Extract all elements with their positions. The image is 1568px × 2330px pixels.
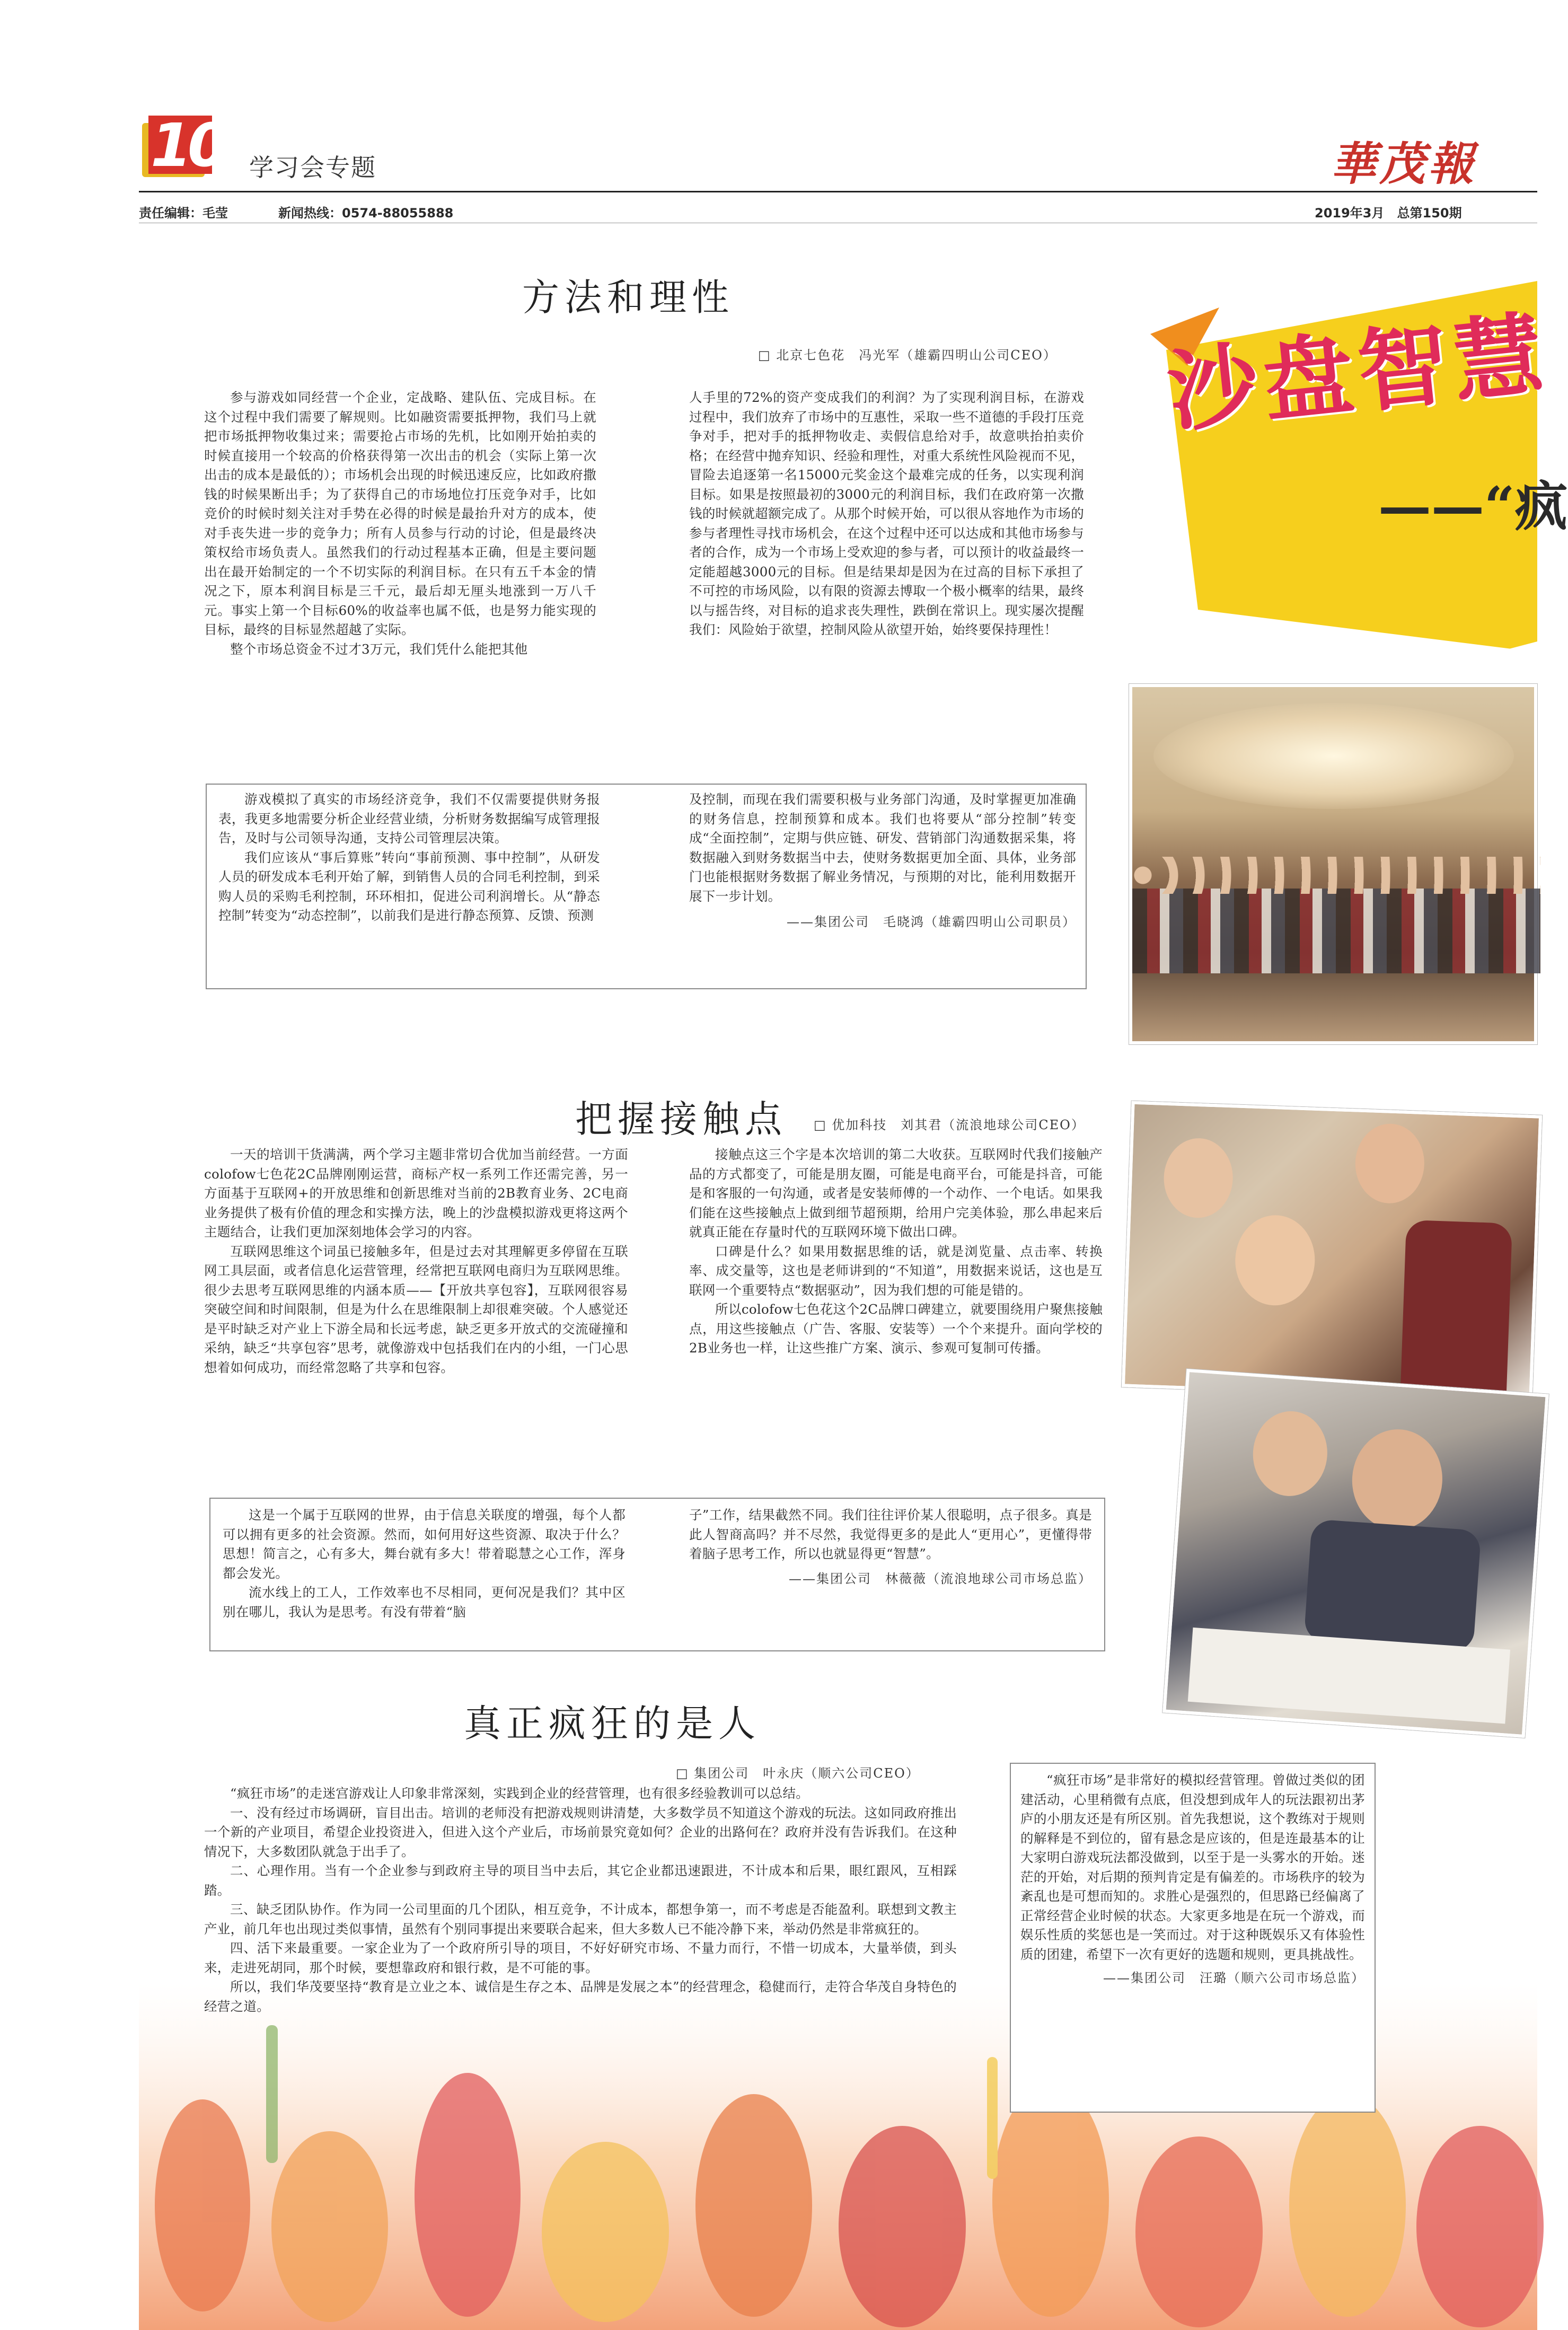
brand-logo: 華茂報 — [1331, 137, 1477, 191]
paragraph: 子”工作，结果截然不同。我们往往评价某人很聪明，点子很多。真是此人智商高吗？并不尽然，我觉得更多的是此人“更用心”，更懂得带着脑子思考工作，所以也就显得更“智慧”。 — [689, 1507, 1092, 1561]
box2-col1 — [223, 1506, 626, 1622]
banner-subtitle: ——“疯 — [1378, 475, 1568, 538]
paragraph: 所以colofow七色花这个2C品牌口碑建立，就要围绕用户聚焦接触点，用这些接触点（广告、客服、安装等）一个个来提升。面向学校的2B业务也一样，让这些推广方案、演示、参观可复制可传播。 — [689, 1302, 1103, 1356]
article2-col2 — [689, 1145, 1103, 1358]
paragraph: 三、缺乏团队协作。作为同一公司里面的几个团队，相互竞争，不计成本，都想争第一，而不考虑是否能盈利。联想到文教主产业，前几年也出现过类似事情，虽然有个别同事提出来要联合起来，但大多数人已不能冷静下来，举动仍然是非常疯狂的。 — [204, 1902, 957, 1937]
box3-signature: ——集团公司 汪璐（顺六公司市场总监） — [1103, 1971, 1365, 1985]
group-training-photo — [1129, 684, 1537, 1044]
paragraph: 互联网思维这个词虽已接触多年，但是过去对其理解更多停留在互联网工具层面，或者信息化运营管理，经常把互联网电商归为互联网思维。很少去思考互联网思维的内涵本质——【开放共享包容】，互联网很容易突破空间和时间限制，但是为什么在思维限制上却很难突破。个人感觉还是平时缺乏对产业上下游全局和长远考虑，缺乏更多开放式的交流碰撞和采纳，缺乏“共享包容”思考，就像游戏中包括我们在内的小组，一门心思想着如何成功，而经常忽略了共享和包容。 — [204, 1243, 628, 1375]
paragraph: 二、心理作用。当有一个企业参与到政府主导的项目当中去后，其它企业都迅速跟进，不计成本和后果，眼红跟风，互相踩踏。 — [204, 1863, 957, 1898]
box1-col2 — [689, 790, 1076, 930]
article2-byline: □ 优加科技 刘其君（流浪地球公司CEO） — [814, 1118, 1085, 1132]
paragraph: 口碑是什么？如果用数据思维的话，就是浏览量、点击率、转换率、成交量等，这也是老师讲到的“不知道”，用数据来说话，这也是互联网一个重要特点“数据驱动”，因为我们想的可能是错的。 — [689, 1243, 1103, 1298]
workshop-photo — [1162, 1369, 1549, 1738]
paragraph: 参与游戏如同经营一个企业，定战略、建队伍、完成目标。在这个过程中我们需要了解规则。比如融资需要抵押物，我们马上就把市场抵押物收集过来；需要抢占市场的先机，比如刚开始拍卖的时候直接用一个较高的价格获得第一次出击的机会（实际上第一次出击的成本是最低的）；市场机会出现的时候迅速反应，比如政府撒钱的时候果断出手；为了获得自己的市场地位打压竞争对手，比如竞价的时候时刻关注对手势在必得的时候是最抬升对方的成本，使对手丧失进一步的竞争力；所有人员参与行动的讨论，但是最终决策权给市场负责人。虽然我们的行动过程基本正确，但是主要问题出在最开始制定的一个不切实际的利润目标。在只有五千本金的情况之下，原本利润目标是三千元，最后却无厘头地涨到一万八千元。事实上第一个目标60%的收益率也属不低，也是努力能实现的目标，最终的目标显然超越了实际。 — [204, 390, 596, 637]
discussion-photo — [1122, 1101, 1542, 1402]
paragraph: 这是一个属于互联网的世界，由于信息关联度的增强，每个人都可以拥有更多的社会资源。然而，如何用好这些资源、取决于什么？思想！简言之，心有多大，舞台就有多大！带着聪慧之心工作，浑身都会发光。 — [223, 1507, 626, 1581]
paragraph: 游戏模拟了真实的市场经济竞争，我们不仅需要提供财务报表，我更多地需要分析企业经营业绩，分析财务数据编写成管理报告，及时与公司领导沟通，支持公司管理层决策。 — [218, 792, 600, 846]
article1-byline: □ 北京七色花 冯光军（雄霸四明山公司CEO） — [758, 348, 1057, 363]
box1-signature: ——集团公司 毛晓鸿（雄霸四明山公司职员） — [787, 915, 1076, 929]
issue-label: 2019年3月 总第150期 — [1315, 206, 1462, 221]
editor-label: 责任编辑：毛莹 — [139, 206, 228, 221]
banner-title: 沙盘智慧 — [1162, 300, 1554, 446]
hotline-label: 新闻热线：0574-88055888 — [278, 206, 454, 221]
box2-col2 — [689, 1506, 1092, 1587]
paragraph: “疯狂市场”的走迷宫游戏让人印象非常深刻，实践到企业的经营管理，也有很多经验教训可以总结。 — [230, 1786, 809, 1801]
page-number: 10 — [151, 111, 225, 180]
paragraph: 四、活下来最重要。一家企业为了一个政府所引导的项目，不好好研究市场、不量力而行，不惜一切成本，大量举债，到头来，走进死胡同，那个时候，要想靠政府和银行救，是不可能的事。 — [204, 1940, 957, 1975]
article1-col2 — [689, 388, 1084, 640]
paragraph: 所以，我们华茂要坚持“教育是立业之本、诚信是生存之本、品牌是发展之本”的经营理念，稳健而行，走符合华茂自身特色的经营之道。 — [204, 1979, 957, 2014]
article3-body — [204, 1784, 957, 2016]
article2-col1 — [204, 1145, 628, 1377]
page-number-badge — [142, 111, 225, 180]
paragraph: 接触点这三个字是本次培训的第二大收获。互联网时代我们接触产品的方式都变了，可能是朋友圈，可能是电商平台，可能是抖音，可能是和客服的一句沟通，或者是安装师傅的一个动作、一个电话。如果我们能在这些接触点上做到细节超预期，给用户完美体验，那么串起来后就真正能在存量时代的互联网环境下做出口碑。 — [689, 1147, 1103, 1239]
section-title: 学习会专题 — [249, 153, 376, 182]
paragraph: 整个市场总资金不过才3万元，我们凭什么能把其他 — [230, 641, 528, 657]
paragraph: “疯狂市场”是非常好的模拟经营管理。曾做过类似的团建活动，心里稍微有点底，但没想到成年人的玩法跟初出茅庐的小朋友还是有所区别。首先我想说，这个教练对于规则的解释是不到位的，留有悬念是应该的，但是连最基本的让大家明白游戏玩法都没做到，以至于是一头雾水的开始。迷茫的开始，对后期的预判肯定是有偏差的。市场秩序的较为紊乱也是可想而知的。求胜心是强烈的，但思路已经偏离了正常经营企业时候的状态。大家更多地是在玩一个游戏，而娱乐性质的奖惩也是一笑而过。对于这种既娱乐又有体验性质的团建，希望下一次有更好的选题和规则，更具挑战性。 — [1020, 1772, 1365, 1962]
article2-title: 把握接触点 — [575, 1097, 787, 1141]
article1-title: 方法和理性 — [522, 276, 734, 319]
article3-byline: □ 集团公司 叶永庆（顺六公司CEO） — [676, 1766, 920, 1781]
paragraph: 我们应该从“事后算账”转向“事前预测、事中控制”，从研发人员的研发成本毛利开始了解，到销售人员的合同毛利控制，到采购人员的采购毛利控制，环环相扣，促进公司利润增长。从“静态控制”转变为“动态控制”，以前我们是进行静态预算、反馈、预测 — [218, 849, 600, 923]
paragraph: 人手里的72%的资产变成我们的利润？为了实现利润目标，在游戏过程中，我们放弃了市场中的互惠性，采取一些不道德的手段打压竞争对手，把对手的抵押物收走、卖假信息给对手，故意哄抬拍卖价格；在经营中抛弃知识、经验和理性，对重大系统性风险视而不见，冒险去追逐第一名15000元奖金这个最难完成的任务，以实现利润目标。如果是按照最初的3000元的利润目标，我们在政府第一次撒钱的时候就超额完成了。从那个时候开始，可以很从容地作为市场的参与者理性寻找市场机会，在这个过程中还可以达成和其他市场参与者的合作，成为一个市场上受欢迎的参与者，可以预计的收益最终一定能超越3000元的目标。但是结果却是因为在过高的目标下承担了不可控的市场风险，以有限的资源去博取一个极小概率的结果，最终以与摇告终，对目标的追求丧失理性，跌倒在常识上。现实屡次提醒我们：风险始于欲望，控制风险从欲望开始，始终要保持理性！ — [689, 390, 1084, 637]
box1-col1 — [218, 790, 600, 926]
article3-title: 真正疯狂的是人 — [464, 1702, 761, 1745]
paragraph: 流水线上的工人，工作效率也不尽相同，更何况是我们？其中区别在哪儿，我认为是思考。有没有带着“脑 — [223, 1585, 626, 1620]
box3-content — [1020, 1771, 1365, 1986]
paragraph: 一天的培训干货满满，两个学习主题非常切合优加当前经营。一方面colofow七色花2C品牌刚刚运营，商标产权一系列工作还需完善，另一方面基于互联网+的开放思维和创新思维对当前的2B教育业务、2C电商业务提供了极有价值的理念和实操方法，晚上的沙盘模拟游戏更将这两个主题结合，让我们更加深刻地体会学习的内容。 — [204, 1147, 628, 1239]
article1-col1 — [204, 388, 596, 659]
header-rule — [139, 191, 1537, 192]
paragraph: 一、没有经过市场调研，盲目出击。培训的老师没有把游戏规则讲清楚，大多数学员不知道这个游戏的玩法。这如同政府推出一个新的产业项目，希望企业投资进入，但进入这个产业后，市场前景究竟如何？企业的出路何在？政府并没有告诉我们。在这种情况下，大多数团队就急于出手了。 — [204, 1805, 957, 1859]
paragraph: 及控制，而现在我们需要积极与业务部门沟通，及时掌握更加准确的财务信息，控制预算和成本。我们也将要从“部分控制”转变成“全面控制”，定期与供应链、研发、营销部门沟通数据采集，将数据融入到财务数据当中去，使财务数据更加全面、具体，业务部门也能根据财务数据了解业务情况，与预期的对比，能利用数据开展下一步计划。 — [689, 792, 1076, 904]
box2-signature: ——集团公司 林薇薇（流浪地球公司市场总监） — [789, 1571, 1092, 1586]
